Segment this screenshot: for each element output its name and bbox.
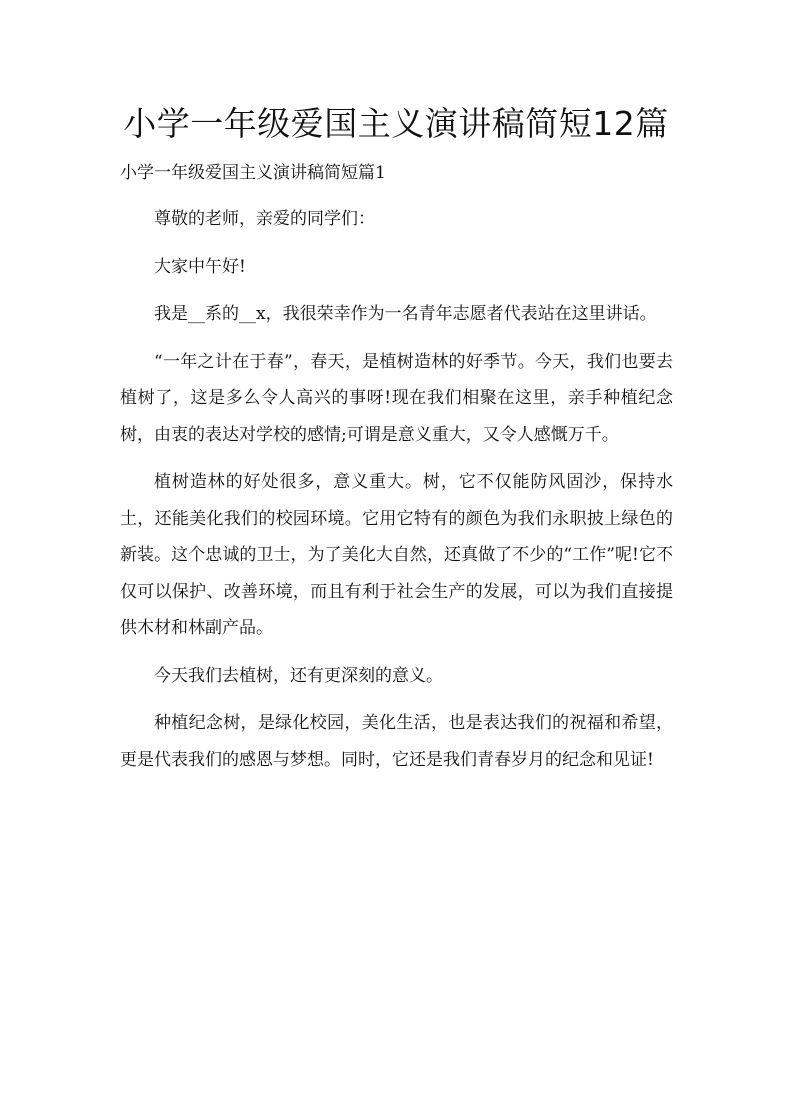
section-heading: 小学一年级爱国主义演讲稿简短篇1: [120, 163, 386, 183]
paragraph-intro: 我是__系的__x，我很荣幸作为一名青年志愿者代表站在这里讲话。: [154, 304, 657, 324]
paragraph-memorial: 种植纪念树，是绿化校园，美化生活，也是表达我们的祝福和希望，更是代表我们的感恩与梦想。同时，它还是我们青春岁月的纪念和见证!: [120, 713, 673, 770]
paragraph-spring: “一年之计在于春”，春天，是植树造林的好季节。今天，我们也要去植树了，这是多么令人高兴的事呀!现在我们相聚在这里，亲手种植纪念树，由衷的表达对学校的感情;可谓是意义重大，又令人感慨万千。: [120, 351, 673, 445]
paragraph-hello: 大家中午好!: [154, 256, 246, 277]
paragraph-greeting: 尊敬的老师，亲爱的同学们：: [154, 209, 375, 229]
paragraph-meaning: 今天我们去植树，还有更深刻的意义。: [154, 665, 443, 686]
paragraph-benefits: 植树造林的好处很多，意义重大。树，它不仅能防风固沙，保持水土，还能美化我们的校园环境。它用它特有的颜色为我们永职披上绿色的新装。这个忠诚的卫士，为了美化大自然，还真做了不少的“工作”呢!它不仅可以保护、改善环境，而且有利于社会生产的发展，可以为我们直接提供木材和林副产品。: [120, 472, 673, 638]
document-body: [120, 201, 673, 789]
document-title: 小学一年级爱国主义演讲稿简短12篇: [123, 104, 669, 143]
